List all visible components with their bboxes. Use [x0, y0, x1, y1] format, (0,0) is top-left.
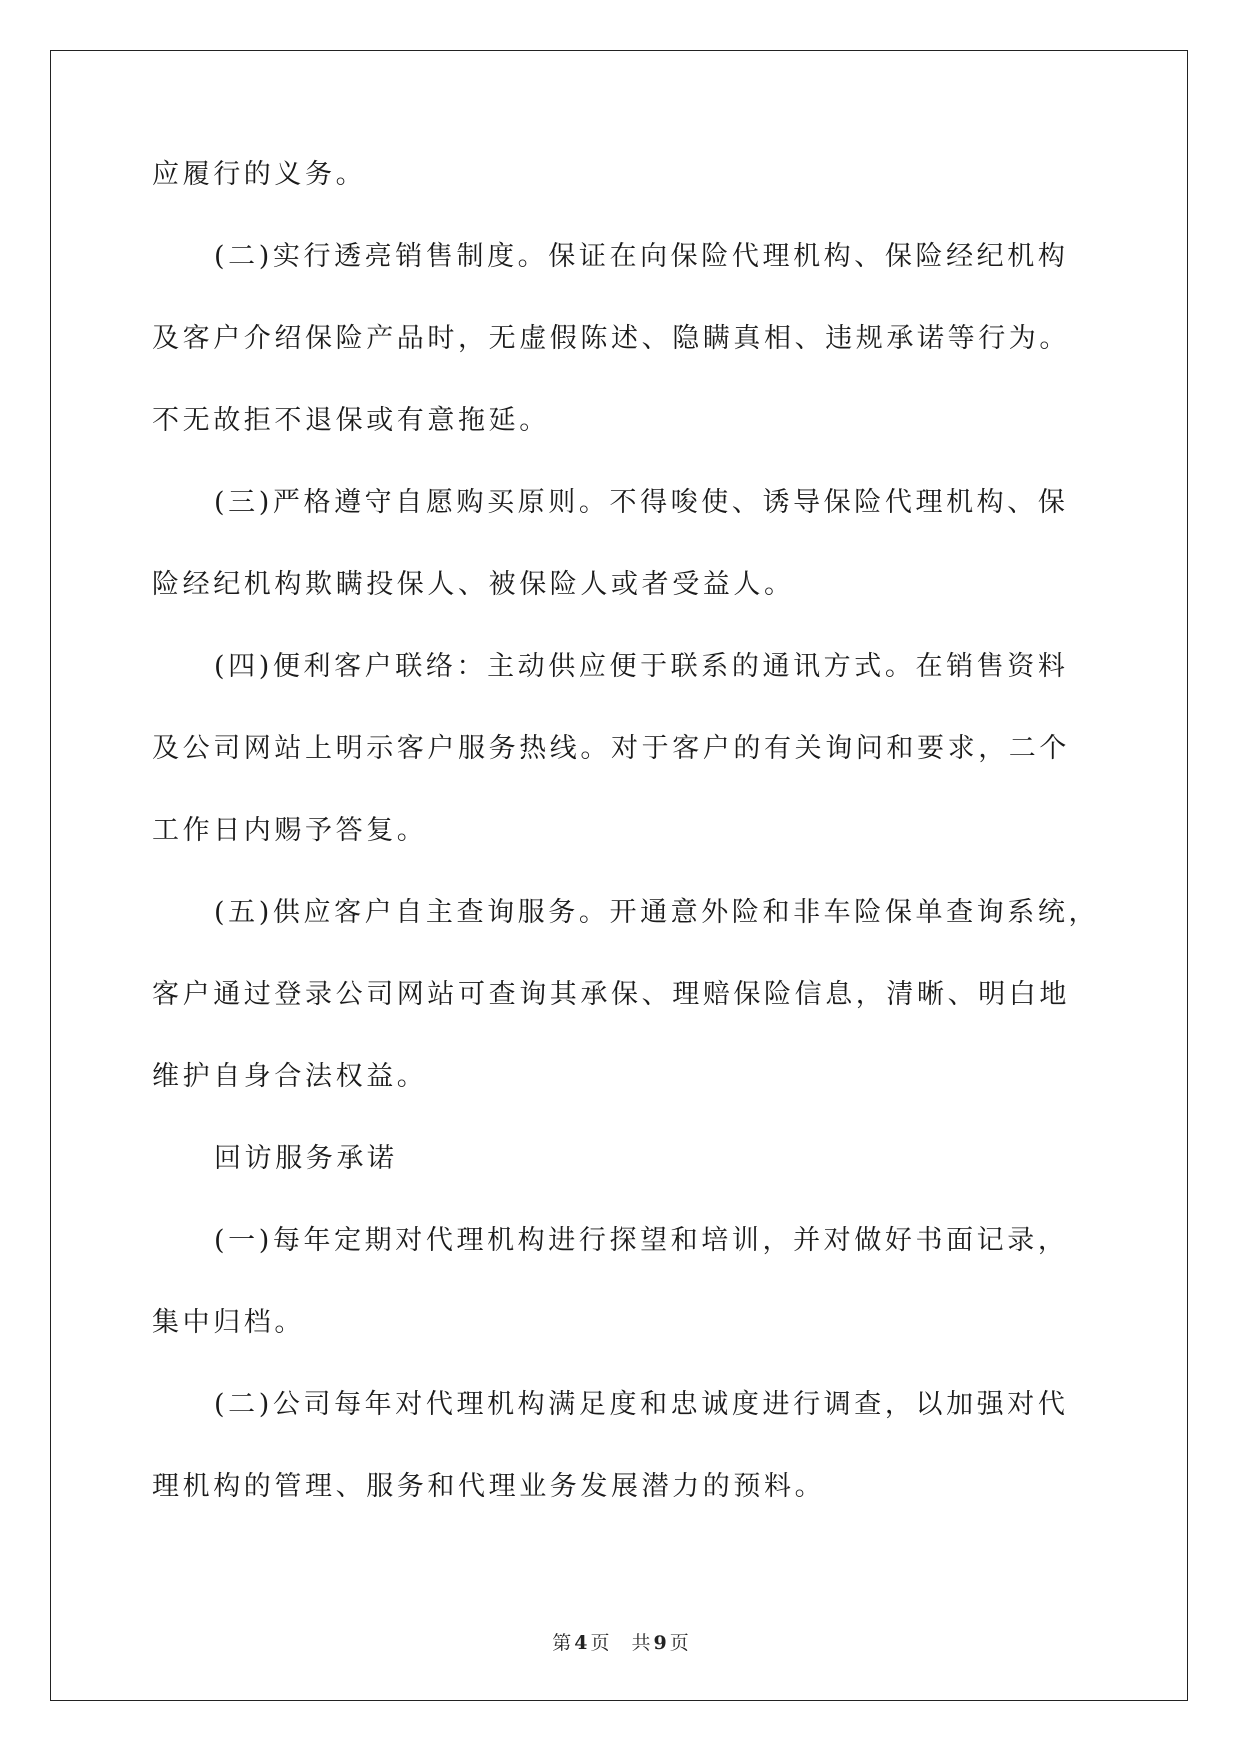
text-line: (三)严格遵守自愿购买原则。不得唆使、诱导保险代理机构、保	[214, 487, 1069, 518]
text-line: (二)实行透亮销售制度。保证在向保险代理机构、保险经纪机构	[214, 241, 1069, 272]
text-line: 不无故拒不退保或有意拖延。	[152, 405, 550, 436]
page-prefix: 第	[552, 1632, 572, 1654]
total-suffix: 页	[669, 1632, 689, 1654]
page-number: 4	[574, 1632, 588, 1654]
section-heading: 回访服务承诺	[214, 1143, 398, 1174]
text-line: 集中归档。	[152, 1307, 305, 1338]
total-pages: 9	[653, 1632, 667, 1654]
text-line: (一)每年定期对代理机构进行探望和培训，并对做好书面记录，	[214, 1225, 1069, 1256]
document-body	[152, 158, 1098, 1552]
text-line: 维护自身合法权益。	[152, 1061, 428, 1092]
total-prefix: 共	[631, 1632, 651, 1654]
text-line: 理机构的管理、服务和代理业务发展潜力的预料。	[152, 1471, 826, 1502]
text-line: (五)供应客户自主查询服务。开通意外险和非车险保单查询系统，	[214, 897, 1100, 928]
text-line: 应履行的义务。	[152, 159, 367, 190]
text-line: 及公司网站上明示客户服务热线。对于客户的有关询问和要求，二个	[152, 733, 1070, 764]
text-line: 险经纪机构欺瞒投保人、被保险人或者受益人。	[152, 569, 795, 600]
page-suffix: 页	[590, 1632, 610, 1654]
text-line: 及客户介绍保险产品时，无虚假陈述、隐瞒真相、违规承诺等行为。	[152, 323, 1070, 354]
page-footer	[0, 1628, 1241, 1655]
text-line: (二)公司每年对代理机构满足度和忠诚度进行调查，以加强对代	[214, 1389, 1069, 1420]
text-line: 工作日内赐予答复。	[152, 815, 428, 846]
text-line: (四)便利客户联络：主动供应便于联系的通讯方式。在销售资料	[214, 651, 1069, 682]
text-line: 客户通过登录公司网站可查询其承保、理赔保险信息，清晰、明白地	[152, 979, 1070, 1010]
